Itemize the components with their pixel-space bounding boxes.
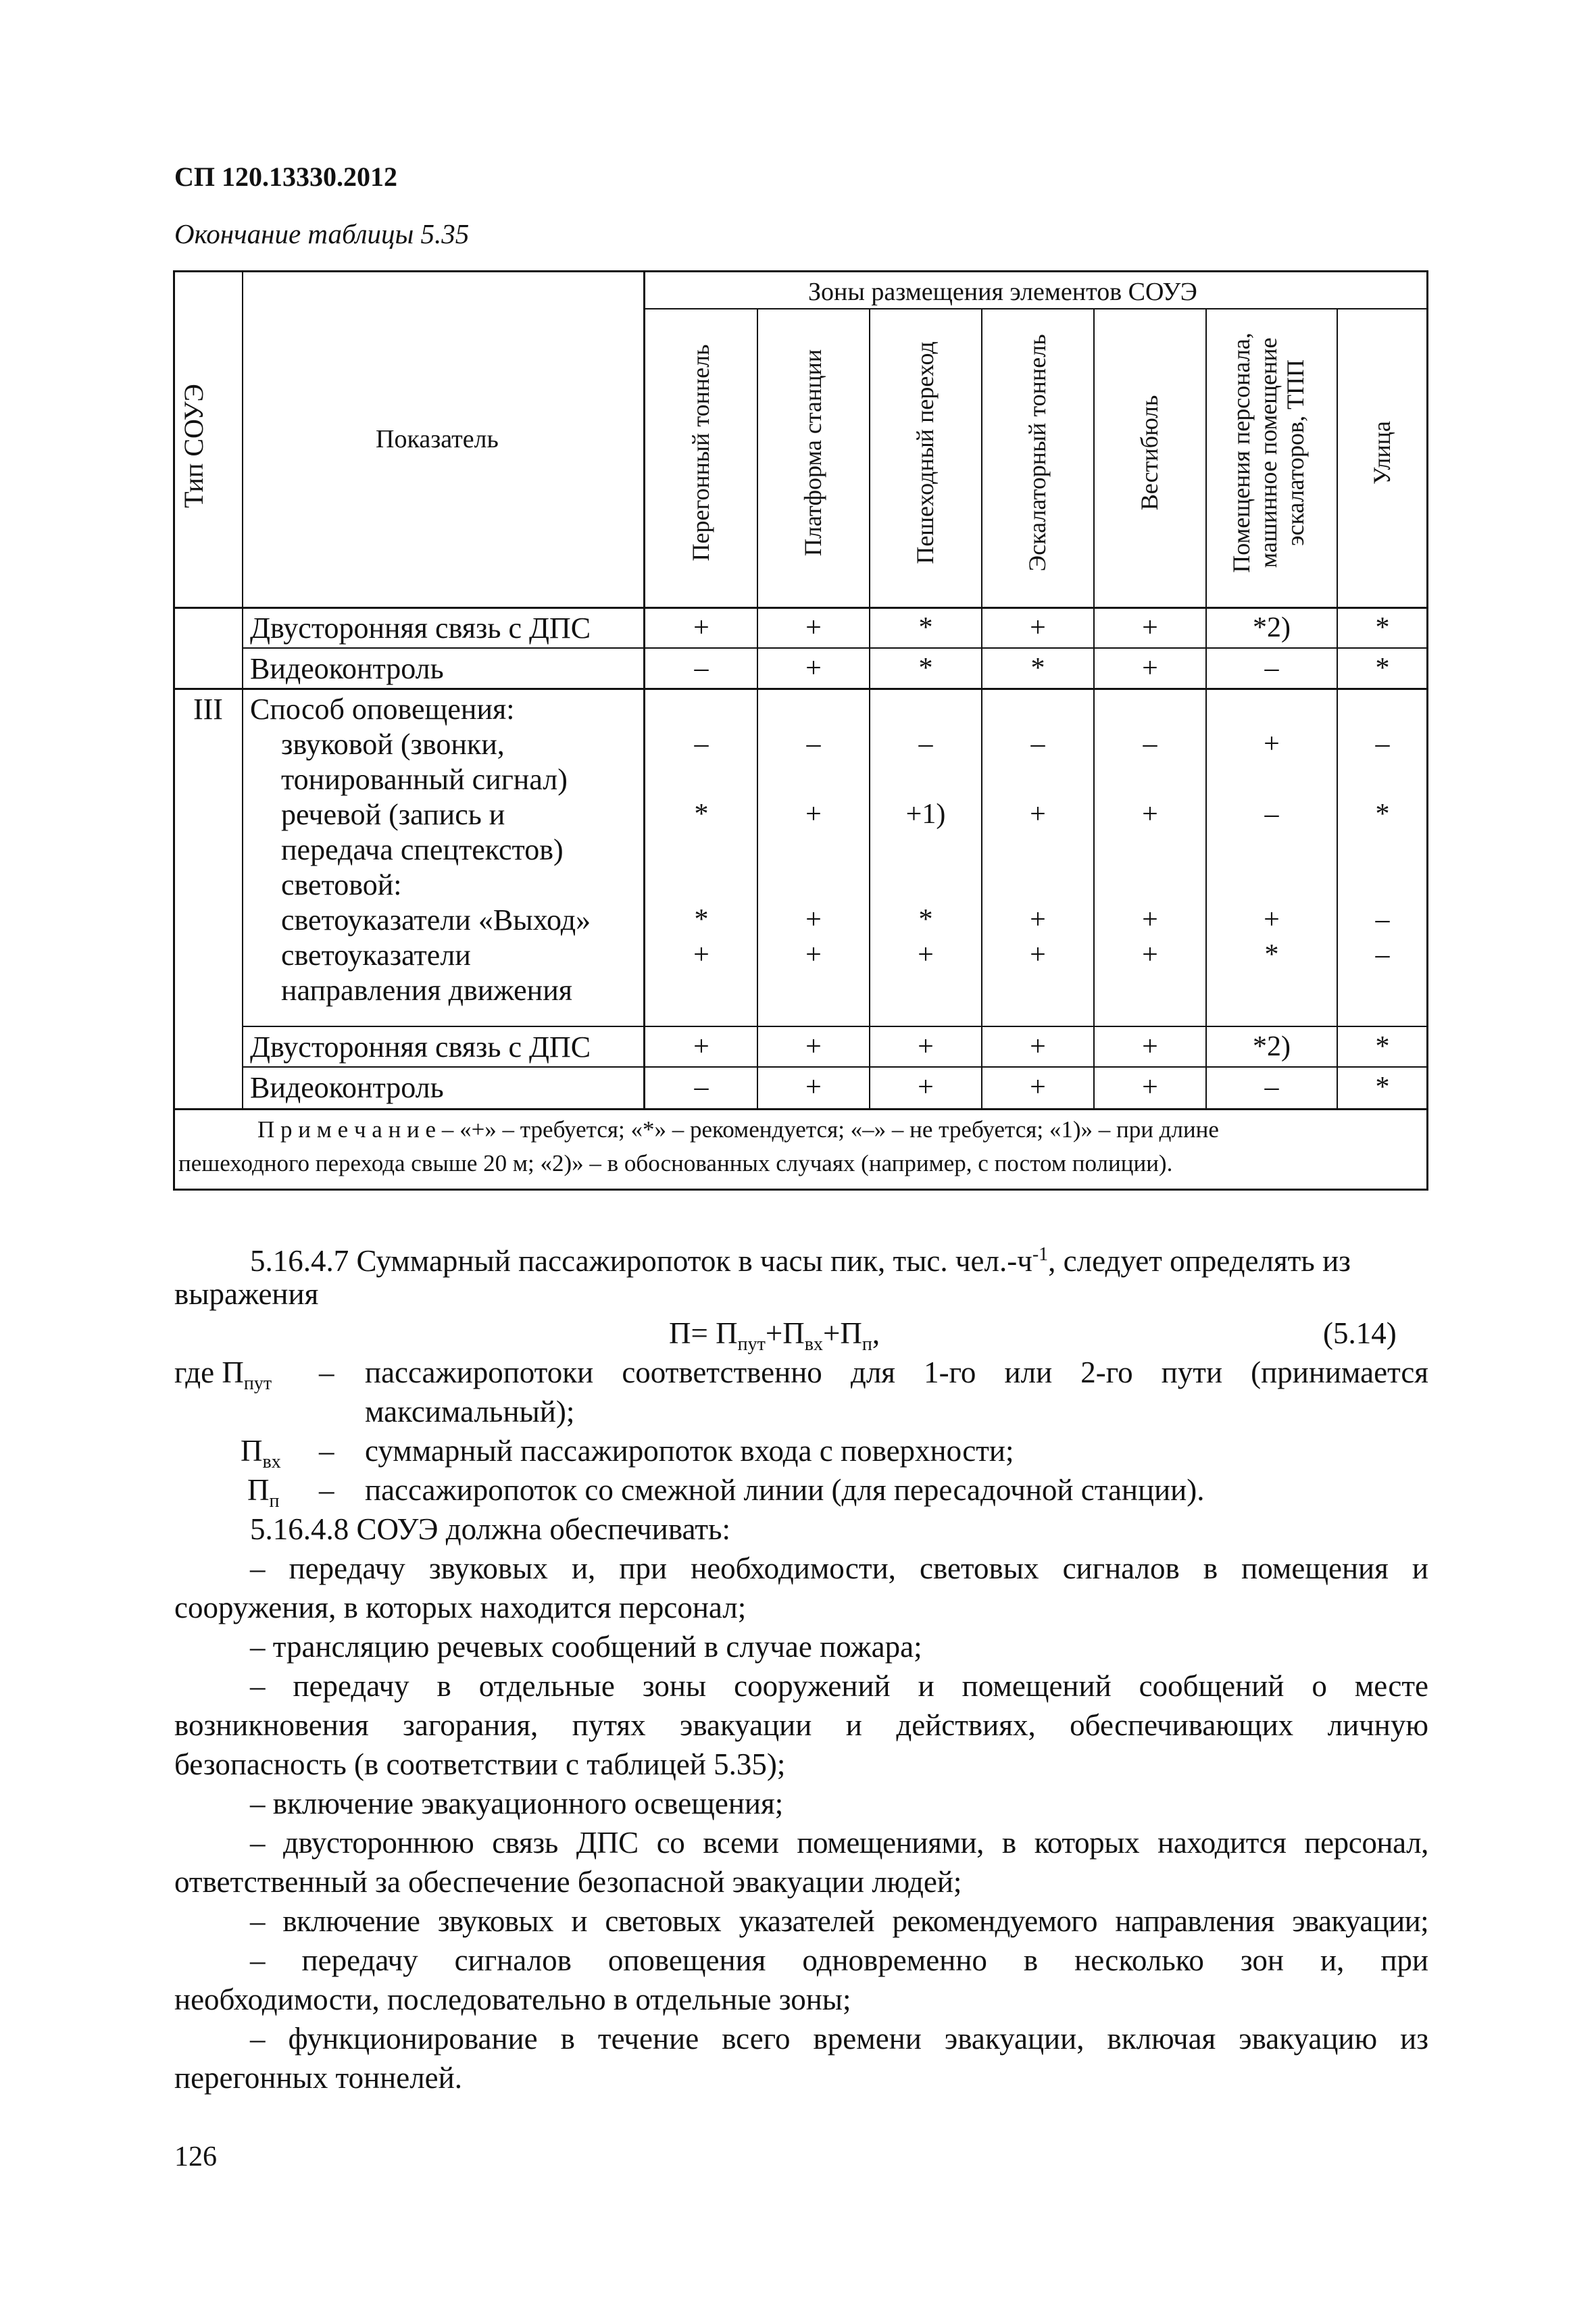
table-cell-value: – [1375,939,1390,970]
table-cell-value: * [1375,612,1390,643]
zone-header-6-l2: машинное помещение [1255,337,1282,568]
row-label: звуковой (звонки, [281,728,505,761]
zone-header-2: Платформа станции [799,349,826,557]
table-cell-value: – [694,1072,709,1103]
table-cell-value: + [1142,1072,1158,1103]
table-cell-value: + [1030,1031,1046,1062]
dash: – [319,1355,334,1389]
table-cell-value: +1) [905,799,946,830]
paragraph-5-16-4-7 [174,1235,1428,1280]
row-label: передача спецтекстов) [281,833,564,866]
table-cell-value: + [805,1031,822,1062]
formula-part: +П [765,1316,805,1350]
row-label: Видеоконтроль [250,652,444,685]
zone-header-7: Улица [1368,421,1395,484]
table-cell-value: + [918,1072,934,1103]
formula-part: , [872,1316,880,1350]
zone-header-4: Эскалаторный тоннель [1024,334,1051,572]
table-cell-value: + [693,1031,709,1062]
table-cell-value: – [694,653,709,684]
table-cell-value: * [694,799,709,830]
table-cell-value: + [918,939,934,970]
table-cell-value: + [1142,612,1158,643]
table-cell-value: – [1030,728,1045,760]
table-cell-value: + [805,799,822,830]
zone-header-6-l1: Помещения персонала, [1228,332,1255,573]
table-cell-value: + [1030,939,1046,970]
dash: – [319,1473,334,1507]
table-cell-value: + [1030,612,1046,643]
table-cell-value: – [1375,904,1390,935]
formula-part: +П [822,1316,862,1350]
table-cell-value: * [1375,1072,1390,1103]
table-cell-value: + [1142,904,1158,935]
definition-3: пассажиропоток со смежной линии (для пересадочной станции). [365,1473,1205,1507]
bullet-5-cont: ответственный за обеспечение безопасной эвакуации людей; [174,1865,962,1899]
document-code: СП 120.13330.2012 [174,161,397,192]
bullet-7: – передачу сигналов оповещения одновременно в несколько зон и, при [250,1943,1428,1977]
col-indicator-header: Показатель [376,425,499,453]
table-cell-value: * [694,904,709,935]
table-cell-value: – [918,728,933,760]
table-cell-value: + [1030,904,1046,935]
bullet-1: – передачу звуковых и, при необходимости, световых сигналов в помещения и [250,1551,1428,1585]
bullet-1-cont: сооружения, в которых находится персонал; [174,1591,747,1624]
table-cell-value: + [805,904,822,935]
p1-sup: -1 [1032,1244,1049,1265]
table-cell-value: – [694,728,709,760]
table-cell-value: + [805,612,822,643]
row-label: Двусторонняя связь с ДПС [250,1030,591,1064]
def2-sub: вх [262,1451,281,1472]
table-cell-value: * [918,612,933,643]
table-cell-value: + [1030,799,1046,830]
zone-header-3: Пешеходный переход [912,341,939,564]
table-cell-value: – [1264,1072,1279,1103]
bullet-6: – включение звуковых и световых указателей рекомендуемого направления эвакуации; [250,1904,1428,1938]
type-label: III [193,693,223,726]
table-cell-value: + [1030,1072,1046,1103]
row-label: речевой (запись и [281,798,505,831]
zone-header-6 [1228,307,1309,598]
def2-sym: П [241,1434,263,1468]
table-note-line-2: пешеходного перехода свыше 20 м; «2)» – в обоснованных случаях (например, с постом полиции). [178,1150,1173,1176]
table-cell-value: + [1142,653,1158,684]
formula-sub: п [862,1334,872,1355]
table-cell-value: * [1264,939,1279,970]
row-label: тонированный сигнал) [281,763,568,796]
table-cell-value: *2) [1253,612,1291,643]
table-cell-value: * [1375,1031,1390,1062]
table-cell-value: – [1375,728,1390,760]
page-number: 126 [174,2141,217,2172]
table-5-35 [173,270,1428,1191]
table-cell-value: * [1030,653,1045,684]
where-sub: пут [243,1373,272,1394]
table-note-line-1: П р и м е ч а н и е – «+» – требуется; «*» – рекомендуется; «–» – не требуется; «1)» – при длине [257,1116,1219,1143]
table-cell-value: + [1264,728,1280,760]
row-label: Двусторонняя связь с ДПС [250,612,591,645]
bullet-7-cont: необходимости, последовательно в отдельные зоны; [174,1983,851,2016]
row-label: направления движения [281,974,572,1007]
table-cell-value: + [805,939,822,970]
table-cell-value: + [1264,904,1280,935]
bullet-8-cont: перегонных тоннелей. [174,2061,462,2095]
zone-header-6-l3: эскалаторов, ТПП [1282,359,1309,546]
paragraph-5-16-4-8: 5.16.4.8 СОУЭ должна обеспечивать: [250,1512,731,1546]
p1-text-end: , следует определять из [1048,1244,1351,1278]
table-cell-value: + [1142,1031,1158,1062]
table-cell-value: * [1375,799,1390,830]
col-type-header: Тип СОУЭ [178,384,209,508]
table-cell-value: + [693,612,709,643]
formula-number: (5.14) [1323,1316,1397,1350]
bullet-3: – передачу в отдельные зоны сооружений и помещений сообщений о месте [250,1669,1428,1703]
table-cell-value: * [918,904,933,935]
formula-sub: вх [804,1334,823,1355]
table-cell-value: + [1142,939,1158,970]
p1-text: 5.16.4.7 Суммарный пассажиропоток в часы пик, тыс. чел.-ч [250,1244,1032,1278]
definition-1-cont: максимальный); [365,1395,575,1428]
bullet-3-end: безопасность (в соответствии с таблицей 5.35); [174,1747,786,1781]
table-cell-value: – [1264,653,1279,684]
zone-header-1: Перегонный тоннель [687,344,714,562]
table-cell-value: – [806,728,821,760]
bullet-4: – включение эвакуационного освещения; [250,1787,784,1820]
table-cell-value: – [1143,728,1157,760]
table-cell-value: * [918,653,933,684]
bullet-2: – трансляцию речевых сообщений в случае пожара; [250,1630,922,1664]
row-label: Способ оповещения: [250,693,515,726]
formula-part: П= П [669,1316,738,1350]
zones-header: Зоны размещения элементов СОУЭ [808,278,1197,306]
def3-sub: п [269,1491,280,1512]
row-label: светоуказатели «Выход» [281,903,591,937]
row-label: светоуказатели [281,939,471,972]
where-text: где П [174,1355,244,1389]
zone-header-5: Вестибюль [1136,395,1163,511]
def3-sym: П [247,1473,270,1507]
table-cell-value: + [805,653,822,684]
table-cell-value: * [1375,653,1390,684]
table-cell-value: + [693,939,709,970]
table-cell-value: + [805,1072,822,1103]
table-cell-value: + [1142,799,1158,830]
table-cell-value: *2) [1253,1031,1291,1062]
definition-1: пассажиропотоки соответственно для 1-го или 2-го пути (принимается [365,1355,1428,1389]
bullet-3-cont: возникновения загорания, путях эвакуации и действиях, обеспечивающих личную [174,1708,1428,1742]
row-label: Видеоконтроль [250,1071,444,1104]
formula-sub: пут [737,1334,766,1355]
paragraph-line: выражения [174,1277,319,1311]
bullet-8: – функционирование в течение всего времени эвакуации, включая эвакуацию из [250,2022,1428,2056]
table-cell-value: + [918,1031,934,1062]
bullet-5: – двустороннюю связь ДПС со всеми помещениями, в которых находится персонал, [250,1826,1428,1860]
row-label: световой: [281,868,402,901]
table-caption: Окончание таблицы 5.35 [174,218,470,249]
table-cell-value: – [1264,799,1279,830]
where-label [174,1353,272,1403]
dash: – [319,1434,334,1468]
definition-2: суммарный пассажиропоток входа с поверхности; [365,1434,1014,1468]
